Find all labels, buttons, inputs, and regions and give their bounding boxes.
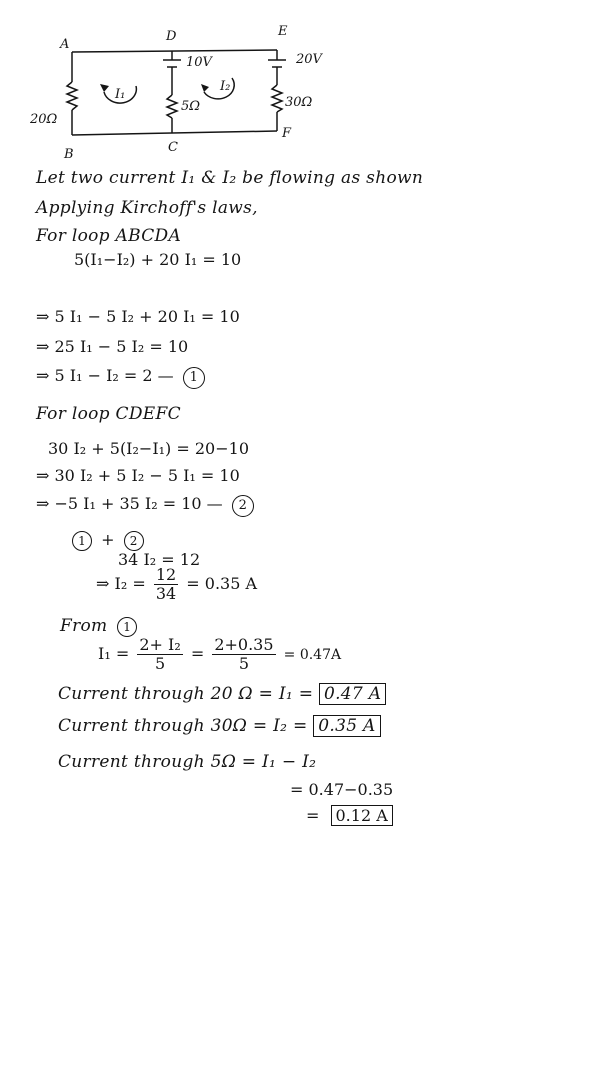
applying-line: Applying Kirchoff's laws, bbox=[36, 198, 258, 218]
answer-2-value: 0.35 A bbox=[313, 715, 380, 737]
equation-4-text: ⇒ 5 I₁ − I₂ = 2 — bbox=[36, 366, 174, 385]
equation-10 bbox=[98, 636, 341, 673]
equation-7-text: ⇒ −5 I₁ + 35 I₂ = 10 — bbox=[36, 494, 223, 513]
equation-10-denominator-2: 5 bbox=[238, 654, 250, 673]
battery-20v-label: 20V bbox=[296, 52, 322, 67]
resistor-30-label: 30Ω bbox=[285, 95, 313, 110]
answer-1-value: 0.47 A bbox=[319, 683, 386, 705]
equation-10-denominator-1: 5 bbox=[154, 654, 166, 673]
node-a-label: A bbox=[60, 37, 70, 52]
answer-2-label: Current through 30Ω = I₂ = bbox=[58, 716, 308, 736]
equation-9-fraction bbox=[154, 566, 178, 603]
resistor-20-label: 20Ω bbox=[30, 112, 58, 127]
equation-10-equals: = bbox=[190, 644, 205, 663]
equation-6: ⇒ 30 I₂ + 5 I₂ − 5 I₁ = 10 bbox=[36, 466, 240, 485]
equation-10-numerator-2: 2+0.35 bbox=[214, 635, 274, 654]
answer-3-step: = 0.47−0.35 bbox=[290, 780, 394, 799]
equation-4 bbox=[36, 366, 205, 389]
add-tag-1: 1 bbox=[72, 531, 92, 551]
loop1-heading: For loop ABCDA bbox=[36, 226, 182, 246]
answer-1 bbox=[58, 684, 386, 704]
equation-2-tag: 2 bbox=[232, 495, 254, 517]
equation-5: 30 I₂ + 5(I₂−I₁) = 20−10 bbox=[48, 439, 249, 458]
node-b-label: B bbox=[64, 147, 74, 160]
equation-8: 34 I₂ = 12 bbox=[118, 550, 201, 569]
equation-9-rhs: = 0.35 A bbox=[186, 574, 258, 593]
resistor-5-label: 5Ω bbox=[181, 99, 201, 114]
equation-10-rhs: = 0.47A bbox=[283, 647, 342, 663]
equation-10-fraction-2 bbox=[212, 636, 275, 673]
equation-2: ⇒ 5 I₁ − 5 I₂ + 20 I₁ = 10 bbox=[36, 307, 240, 326]
add-tag-2: 2 bbox=[124, 531, 144, 551]
equation-1: 5(I₁−I₂) + 20 I₁ = 10 bbox=[74, 250, 242, 269]
from-text: From bbox=[60, 616, 108, 636]
equation-9 bbox=[96, 566, 257, 603]
answer-3 bbox=[58, 752, 316, 772]
loop2-heading: For loop CDEFC bbox=[36, 404, 181, 424]
answer-3-equals: = bbox=[306, 806, 320, 825]
node-c-label: C bbox=[168, 140, 178, 155]
from-line bbox=[60, 616, 137, 637]
equation-7 bbox=[36, 494, 254, 517]
node-e-label: E bbox=[278, 24, 288, 39]
node-f-label: F bbox=[282, 126, 292, 141]
add-equations bbox=[72, 530, 144, 551]
equation-10-lhs: I₁ = bbox=[98, 644, 130, 663]
equation-9-lhs: ⇒ I₂ = bbox=[96, 574, 146, 593]
equation-3: ⇒ 25 I₁ − 5 I₂ = 10 bbox=[36, 337, 189, 356]
from-tag: 1 bbox=[117, 617, 137, 637]
answer-1-label: Current through 20 Ω = I₁ = bbox=[58, 684, 314, 704]
answer-3-final bbox=[306, 806, 393, 825]
answer-3-label: Current through 5Ω = I₁ − I₂ bbox=[58, 752, 317, 772]
equation-1-tag: 1 bbox=[183, 367, 205, 389]
node-d-label: D bbox=[166, 29, 177, 44]
current-i2-label: I₂ bbox=[220, 79, 231, 94]
equation-10-numerator-1: 2+ I₂ bbox=[139, 635, 181, 654]
circuit-diagram bbox=[0, 0, 612, 160]
equation-9-numerator: 12 bbox=[155, 565, 177, 584]
battery-10v-label: 10V bbox=[186, 55, 212, 70]
intro-line: Let two current I₁ & I₂ be flowing as shown bbox=[36, 168, 424, 188]
answer-2 bbox=[58, 716, 381, 736]
add-plus: + bbox=[101, 530, 115, 549]
current-i1-label: I₁ bbox=[115, 87, 126, 102]
answer-3-value: 0.12 A bbox=[331, 805, 393, 826]
equation-10-fraction-1 bbox=[137, 636, 182, 673]
equation-9-denominator: 34 bbox=[155, 584, 177, 603]
